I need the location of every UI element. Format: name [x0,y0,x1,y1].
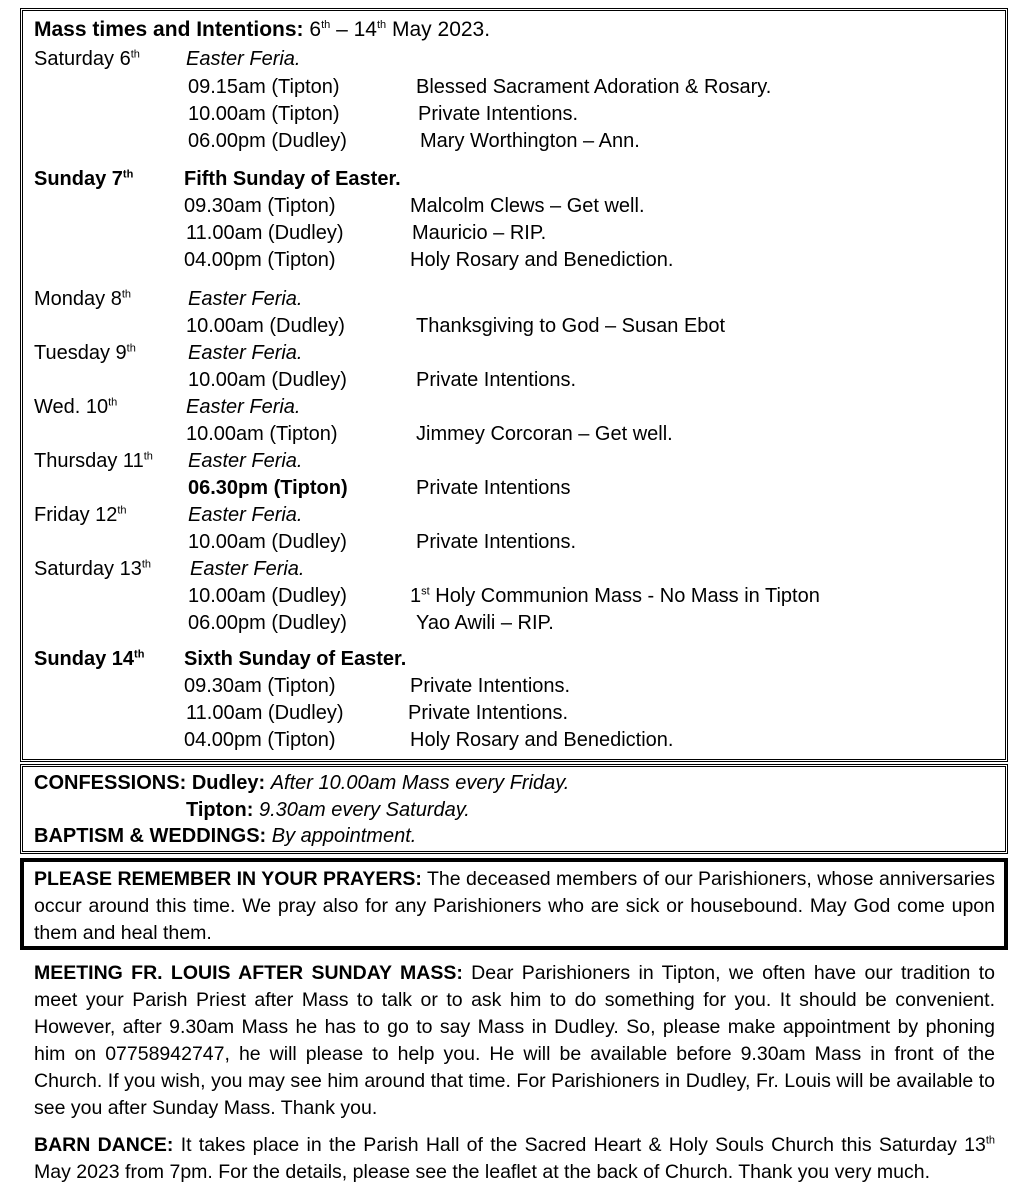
mass-intention: Holy Rosary and Benediction. [410,249,674,271]
baptism-label: BAPTISM & WEDDINGS: [34,825,267,847]
day-label: Sunday 14th [34,648,145,670]
day-label: Saturday 6th [34,48,140,70]
mass-date-range: 6th – 14th May 2023. [309,18,491,41]
mass-intention: Mary Worthington – Ann. [420,130,640,152]
feast-label: Sixth Sunday of Easter. [184,648,407,670]
mass-time: 10.00am (Dudley) [188,585,347,607]
mass-time: 09.30am (Tipton) [184,675,336,697]
mass-time: 11.00am (Dudley) [186,702,344,724]
mass-intention: Private Intentions. [416,531,577,553]
mass-heading [34,18,490,42]
mass-intention: Private Intentions. [408,702,569,724]
dudley-label: Dudley: [191,772,266,794]
barn-dance-text-1: It takes place in the Parish Hall of the Sacred Heart & Holy Souls Church this Saturday 13 [180,1134,986,1156]
feast-label: Easter Feria. [186,48,301,70]
prayers-label: PLEASE REMEMBER IN YOUR PRAYERS: [34,868,422,890]
mass-intention: Private Intentions [416,477,571,499]
mass-heading-label: Mass times and Intentions: [34,18,304,41]
barn-dance-sup: th [985,1134,996,1147]
day-label: Tuesday 9th [34,342,136,364]
feast-label: Easter Feria. [188,504,303,526]
feast-label: Easter Feria. [186,396,301,418]
feast-label: Easter Feria. [188,450,303,472]
mass-time: 06.30pm (Tipton) [188,477,348,499]
confessions-tipton-line [186,798,470,822]
tipton-label: Tipton: [186,799,254,821]
day-label: Saturday 13th [34,558,152,580]
feast-label: Fifth Sunday of Easter. [184,168,401,190]
confessions-label: CONFESSIONS: [34,772,187,794]
barn-dance-label: BARN DANCE: [34,1134,174,1156]
mass-time: 10.00am (Dudley) [188,369,347,391]
mass-time: 11.00am (Dudley) [186,222,344,244]
barn-dance-paragraph [34,1132,995,1186]
mass-time: 10.00am (Tipton) [186,423,338,445]
day-label: Sunday 7th [34,168,134,190]
mass-intention: Jimmey Corcoran – Get well. [416,423,673,445]
baptism-text: By appointment. [271,825,417,847]
feast-label: Easter Feria. [190,558,305,580]
mass-time: 10.00am (Dudley) [186,315,345,337]
mass-intention: Holy Rosary and Benediction. [410,729,674,751]
dudley-text: After 10.00am Mass every Friday. [270,772,570,794]
feast-label: Easter Feria. [188,342,303,364]
mass-time: 06.00pm (Dudley) [188,612,347,634]
mass-intention: Yao Awili – RIP. [416,612,554,634]
mass-intention: 1st Holy Communion Mass - No Mass in Tipton [410,585,820,607]
mass-time: 06.00pm (Dudley) [188,130,347,152]
mass-intention: Private Intentions. [410,675,571,697]
mass-time: 09.30am (Tipton) [184,195,336,217]
meeting-paragraph [34,960,995,1122]
meeting-label: MEETING FR. LOUIS AFTER SUNDAY MASS: [34,962,463,984]
mass-intention: Thanksgiving to God – Susan Ebot [416,315,726,337]
day-label: Thursday 11th [34,450,153,472]
baptism-line [34,824,416,848]
barn-dance-text-2: May 2023 from 7pm. For the details, please see the leaflet at the back of Church. Thank you very much. [34,1161,931,1183]
prayers-paragraph [34,866,995,947]
meeting-text: Dear Parishioners in Tipton, we often have our tradition to meet your Parish Priest after Mass to talk or to ask him to do something for you. It should be convenient. However, after 9.30am Mass he has to go to say Mass in Dudley. So, please make appointment by phoning him on 07758942747, he will please to help you. He will be available before 9.30am Mass in front of the Church. If you wish, you may see him around that time. For Parishioners in Dudley, Fr. Louis will be available to see you after Sunday Mass. Thank you. [34,962,995,1119]
mass-time: 04.00pm (Tipton) [184,249,336,271]
day-label: Monday 8th [34,288,132,310]
day-label: Friday 12th [34,504,127,526]
mass-intention: Malcolm Clews – Get well. [410,195,645,217]
day-label: Wed. 10th [34,396,118,418]
mass-time: 09.15am (Tipton) [188,76,340,98]
mass-time: 04.00pm (Tipton) [184,729,336,751]
mass-time: 10.00am (Tipton) [188,103,340,125]
mass-intention: Private Intentions. [416,369,577,391]
mass-intention: Mauricio – RIP. [412,222,547,244]
tipton-text: 9.30am every Saturday. [258,799,470,821]
mass-intention: Private Intentions. [418,103,579,125]
mass-time: 10.00am (Dudley) [188,531,347,553]
confessions-dudley-line [34,771,569,795]
feast-label: Easter Feria. [188,288,303,310]
mass-intention: Blessed Sacrament Adoration & Rosary. [416,76,772,98]
prayers-text: The deceased members of our Parishioners, whose anniversaries occur around this time. We pray also for any Parishioners who are sick or housebound. May God come upon them and heal them. [34,868,995,944]
